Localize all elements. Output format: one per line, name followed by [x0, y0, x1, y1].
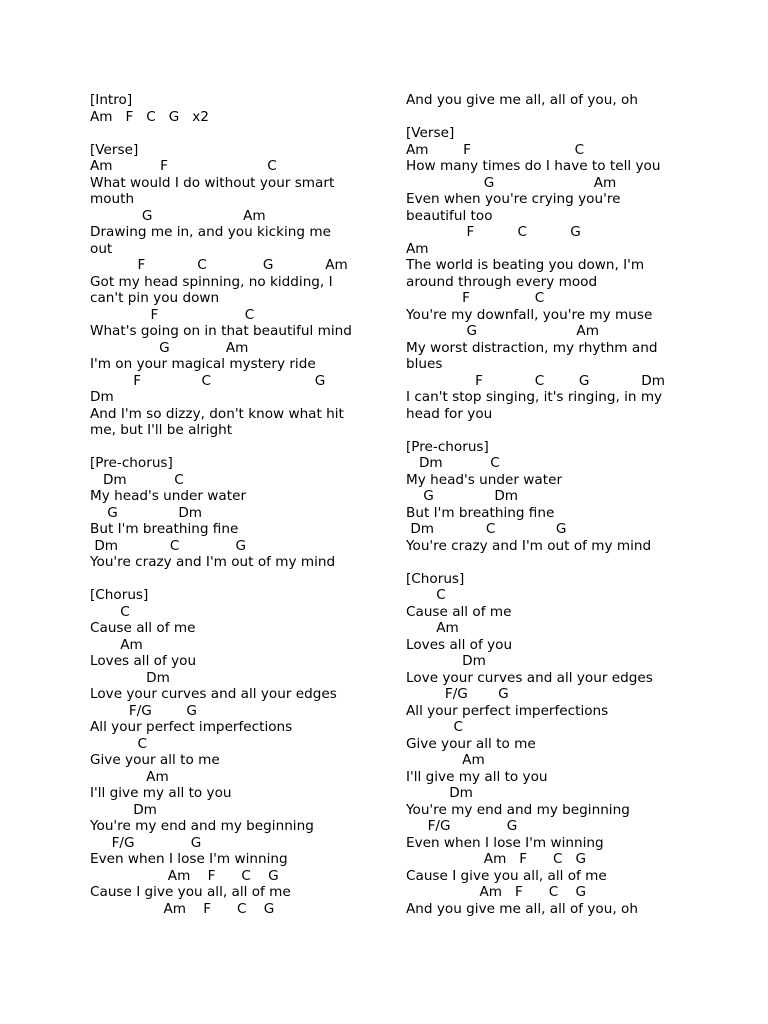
- lyric-line: I'll give my all to you: [406, 768, 548, 785]
- chord-line: G Dm: [90, 504, 203, 521]
- lyric-line: My head's under water: [406, 471, 563, 488]
- chord-line: F C G Am: [90, 257, 348, 273]
- lyric-line: head for you: [406, 405, 493, 422]
- chord-line: Dm C G: [406, 521, 567, 537]
- lyric-line: All your perfect imperfections: [406, 702, 609, 719]
- chord-line: C: [90, 735, 148, 752]
- chord-line: G Dm: [406, 488, 519, 504]
- section-heading: [Pre-chorus]: [90, 455, 173, 471]
- blank-line: [406, 422, 736, 439]
- section-heading: [Pre-chorus]: [406, 438, 489, 455]
- chord-line: Am F C: [406, 141, 585, 158]
- lyric-line: Even when I lose I'm winning: [406, 834, 604, 851]
- lyric-line: You're my end and my beginning: [406, 801, 630, 818]
- lyric-line: Love your curves and all your edges: [406, 669, 653, 686]
- lyric-line: around through every mood: [406, 273, 598, 290]
- lyric-line: blues: [406, 356, 443, 372]
- lyric-line: Give your all to me: [406, 735, 536, 752]
- chord-line: Dm: [406, 785, 473, 801]
- chord-line: Dm C: [90, 471, 184, 488]
- chord-line: Am F C G: [406, 884, 587, 900]
- lyric-line: I'll give my all to you: [90, 785, 232, 801]
- lyric-line: out: [90, 240, 113, 257]
- blank-line: [406, 109, 736, 126]
- lyric-line: Even when I lose I'm winning: [90, 851, 288, 867]
- lyric-line: How many times do I have to tell you: [406, 158, 661, 174]
- chord-line: F/G G: [90, 834, 202, 851]
- chord-line: F C G Dm: [406, 372, 665, 389]
- chord-line: Am: [406, 620, 459, 636]
- lyrics-column-right: [406, 92, 736, 917]
- chord-line: F C: [90, 306, 255, 323]
- lyric-line: me, but I'll be alright: [90, 422, 233, 438]
- lyric-line: All your perfect imperfections: [90, 719, 293, 735]
- chord-line: Am F C G: [90, 900, 275, 917]
- lyric-line: Cause all of me: [90, 620, 196, 636]
- chord-line: Am: [406, 240, 429, 257]
- lyric-line: And I'm so dizzy, don't know what hit: [90, 405, 344, 422]
- lyric-line: My worst distraction, my rhythm and: [406, 339, 658, 356]
- chord-line: G Am: [406, 323, 599, 339]
- lyric-line: You're crazy and I'm out of my mind: [406, 537, 652, 554]
- chord-line: Dm: [90, 669, 170, 686]
- section-heading: [Verse]: [406, 125, 455, 141]
- section-heading: [Verse]: [90, 141, 139, 158]
- lyric-line: You're my downfall, you're my muse: [406, 306, 653, 323]
- lyric-line: mouth: [90, 191, 135, 207]
- chord-line: Dm: [90, 389, 114, 405]
- chord-line: C: [406, 719, 464, 735]
- blank-line: [90, 571, 390, 588]
- lyric-line: Even when you're crying you're: [406, 191, 621, 207]
- blank-line: [90, 125, 390, 142]
- chord-line: Dm: [406, 653, 486, 669]
- lyric-line: My head's under water: [90, 488, 247, 504]
- chord-line: Dm: [90, 801, 157, 818]
- chord-line: G Am: [406, 174, 617, 191]
- lyrics-column-left: [90, 92, 390, 917]
- chord-line: Am: [90, 768, 169, 785]
- chord-line: C: [406, 587, 446, 603]
- lyric-line: Cause all of me: [406, 603, 512, 620]
- blank-line: [406, 554, 736, 571]
- section-heading: [Chorus]: [90, 587, 149, 603]
- lyric-line: And you give me all, all of you, oh: [406, 900, 638, 917]
- chord-line: G Am: [90, 339, 249, 356]
- chord-line: Dm C G: [90, 537, 247, 554]
- lyric-line: Cause I give you all, all of me: [406, 867, 607, 884]
- chord-line: F/G G: [406, 686, 509, 702]
- lyric-line: The world is beating you down, I'm: [406, 257, 645, 273]
- chord-line: C: [90, 603, 130, 620]
- blank-line: [90, 439, 390, 456]
- chord-line: Am: [406, 752, 485, 768]
- lyric-line: Give your all to me: [90, 752, 220, 768]
- section-heading: [Chorus]: [406, 570, 465, 587]
- chord-line: Am: [90, 636, 143, 653]
- chord-line: Am F C G x2: [90, 108, 209, 125]
- chord-line: Am F C G: [90, 867, 279, 884]
- chord-line: Am F C: [90, 158, 277, 174]
- chord-line: G Am: [90, 207, 266, 224]
- lyric-line: And you give me all, all of you, oh: [406, 92, 638, 108]
- lyric-line: You're crazy and I'm out of my mind: [90, 554, 336, 570]
- lyric-line: But I'm breathing fine: [90, 521, 239, 537]
- lyric-line: I can't stop singing, it's ringing, in my: [406, 389, 663, 405]
- section-heading: [Intro]: [90, 92, 133, 108]
- lyric-line: What's going on in that beautiful mind: [90, 323, 352, 339]
- chord-line: Dm C: [406, 455, 500, 471]
- chord-line: F/G G: [90, 702, 197, 719]
- chord-line: F C: [406, 290, 545, 306]
- chord-line: Am F C G: [406, 851, 587, 867]
- lyric-line: I'm on your magical mystery ride: [90, 356, 316, 372]
- chord-line: F C G: [90, 372, 326, 389]
- lyric-line: You're my end and my beginning: [90, 818, 314, 834]
- chord-line: F/G G: [406, 818, 518, 834]
- lyric-line: Loves all of you: [406, 636, 513, 653]
- chord-line: F C G: [406, 224, 581, 240]
- lyric-line: But I'm breathing fine: [406, 504, 555, 521]
- lyric-line: can't pin you down: [90, 290, 220, 306]
- lyric-line: Cause I give you all, all of me: [90, 884, 291, 900]
- lyric-line: Got my head spinning, no kidding, I: [90, 273, 333, 290]
- lyric-line: Loves all of you: [90, 653, 197, 669]
- lyric-line: Love your curves and all your edges: [90, 686, 337, 702]
- lyric-line: What would I do without your smart: [90, 174, 335, 191]
- lyric-line: Drawing me in, and you kicking me: [90, 224, 331, 240]
- lyric-line: beautiful too: [406, 207, 493, 224]
